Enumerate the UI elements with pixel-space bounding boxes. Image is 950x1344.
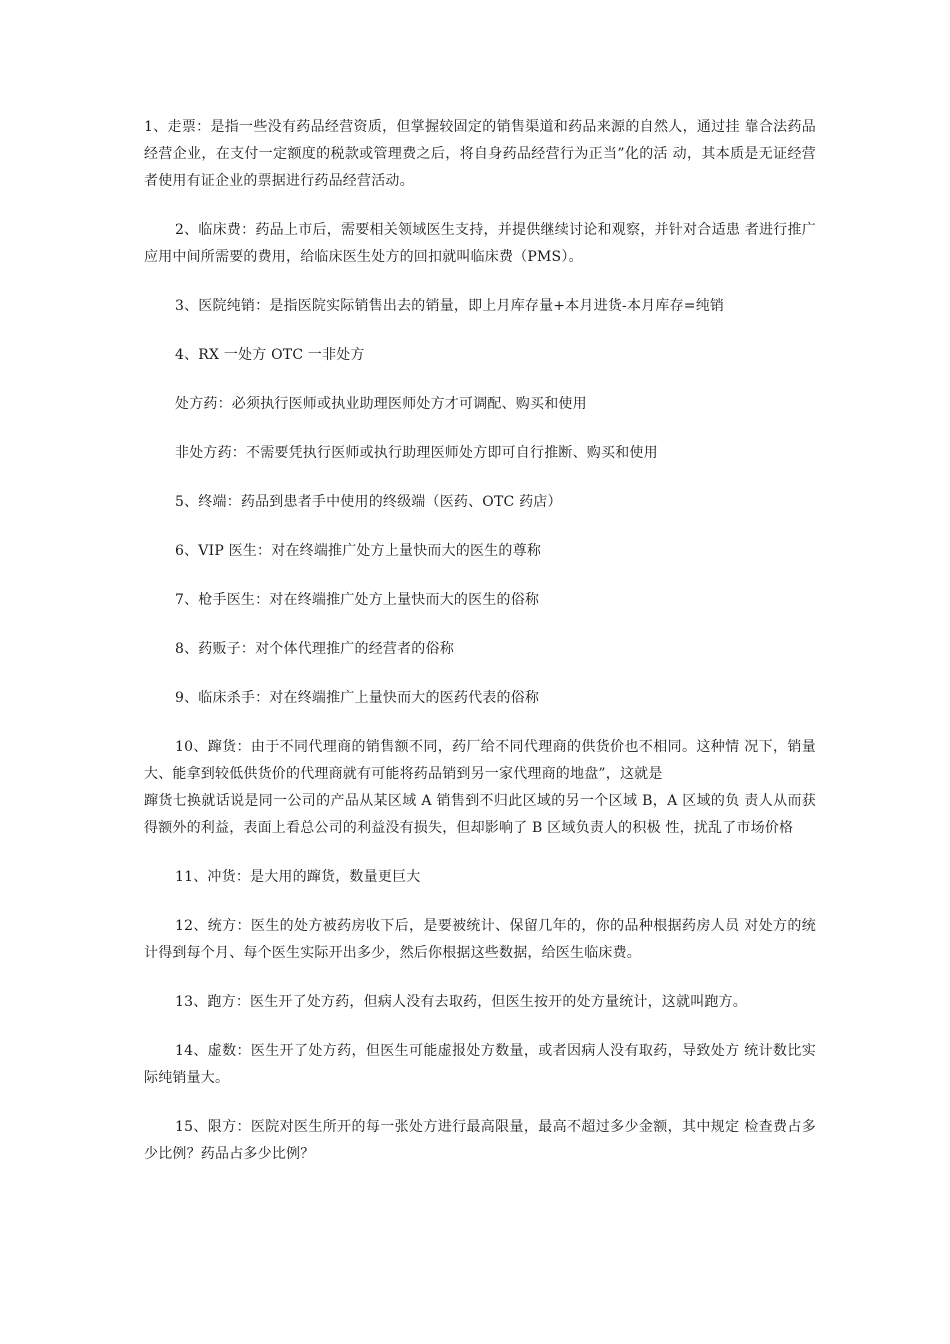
paragraph-1: 1、走票：是指一些没有药品经营资质，但掌握较固定的销售渠道和药品来源的自然人，通过挂 靠合法药品经营企业，在支付一定额度的税款或管理费之后，将自身药品经营行为正当”化的活 动，其本质是无证经营者使用有证企业的票据进行药品经营活动。 <box>144 119 816 189</box>
paragraph-2: 2、临床费：药品上市后，需要相关领域医生支持，并提供继续讨论和观察，并针对合适患 者进行推广应用中间所需要的费用，给临床医生处方的回扣就叫临床费（PMS）。 <box>144 222 816 265</box>
paragraph-9: 9、临床杀手：对在终端推广上量快而大的医药代表的俗称 <box>175 690 540 706</box>
paragraph-13: 13、跑方：医生开了处方药，但病人没有去取药，但医生按开的处方量统计，这就叫跑方。 <box>175 994 748 1010</box>
paragraph-14: 14、虚数：医生开了处方药，但医生可能虚报处方数量，或者因病人没有取药，导致处方 统计数比实际纯销量大。 <box>144 1043 816 1086</box>
paragraph-4: 4、RX 一处方 OTC 一非处方 <box>175 347 365 363</box>
paragraph-8: 8、药贩子：对个体代理推广的经营者的俗称 <box>175 641 454 657</box>
document-body <box>144 114 816 1190</box>
paragraph-3: 3、医院纯销：是指医院实际销售出去的销量，即上月库存量+本月进货-本月库存=纯销 <box>175 298 725 314</box>
paragraph-5: 5、终端：药品到患者手中使用的终级端（医药、OTC 药店） <box>175 494 562 510</box>
paragraph-6: 6、VIP 医生：对在终端推广处方上量快而大的医生的尊称 <box>175 543 542 559</box>
paragraph-otc-drug: 非处方药：不需要凭执行医师或执行助理医师处方即可自行推断、购买和使用 <box>175 445 658 461</box>
paragraph-15: 15、限方：医院对医生所开的每一张处方进行最高限量，最高不超过多少金额，其中规定 检查费占多少比例？药品占多少比例？ <box>144 1119 816 1162</box>
paragraph-11: 11、冲货：是大用的蹿货，数量更巨大 <box>175 869 421 885</box>
paragraph-10-part-2: 蹿货七换就话说是同一公司的产品从某区域 A 销售到不归此区域的另一个区域 B，A 区域的负 责人从而获得额外的利益，表面上看总公司的利益没有损失，但却影响了 B 区域负责人的积极 性，扰乱了市场价格 <box>144 793 816 836</box>
paragraph-10-part-1: 10、蹿货：由于不同代理商的销售额不同，药厂给不同代理商的供货价也不相同。这种情 况下，销量大、能拿到较低供货价的代理商就有可能将药品销到另一家代理商的地盘”，这就是 <box>144 739 816 782</box>
paragraph-prescription-drug: 处方药：必须执行医师或执业助理医师处方才可调配、购买和使用 <box>175 396 587 412</box>
paragraph-12: 12、统方：医生的处方被药房收下后，是要被统计、保留几年的，你的品种根据药房人员 对处方的统计得到每个月、每个医生实际开出多少，然后你根据这些数据，给医生临床费。 <box>144 918 816 961</box>
paragraph-7: 7、枪手医生：对在终端推广处方上量快而大的医生的俗称 <box>175 592 540 608</box>
